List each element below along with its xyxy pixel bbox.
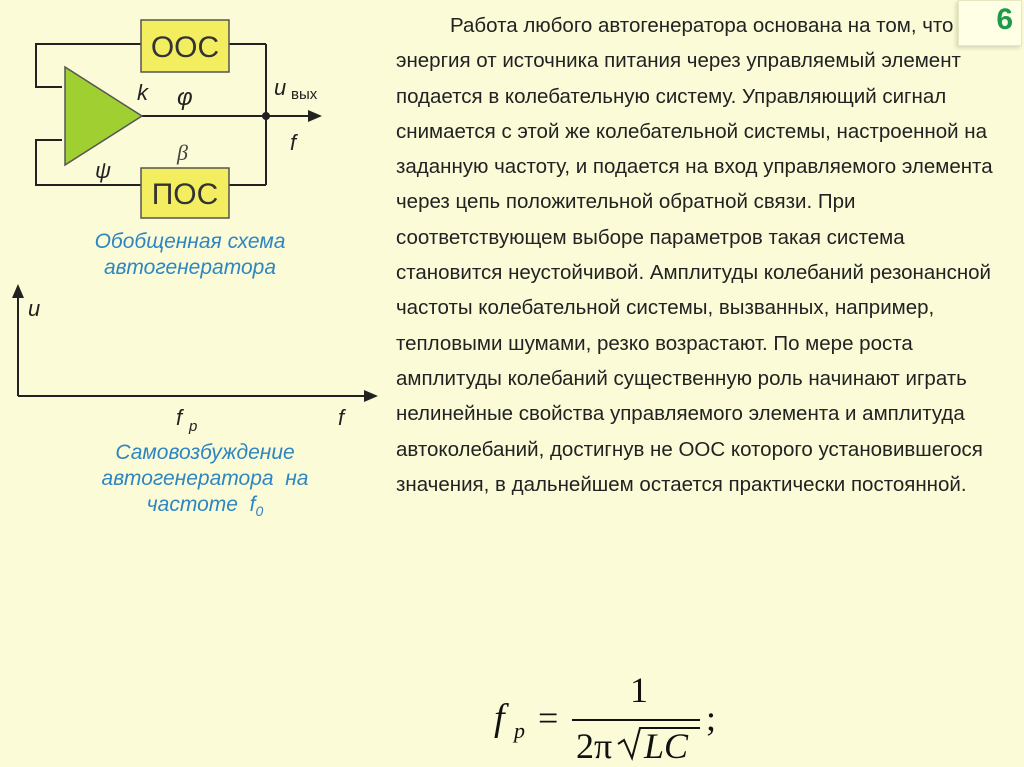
graph-caption — [40, 440, 370, 524]
oos-label: ООС — [150, 31, 220, 64]
oscillator-diagram — [0, 0, 390, 440]
resonance-formula — [488, 668, 738, 764]
graph-fp-label: f — [176, 405, 183, 430]
graph-caption-subscript: 0 — [255, 503, 264, 520]
pos-label: ПОС — [151, 178, 219, 211]
formula-lhs: f — [494, 697, 505, 739]
graph-caption-line1: Самовозбуждение — [115, 441, 295, 464]
u-out-label: u — [274, 75, 287, 100]
graph-caption-line3: частоте $f_0$ — [146, 493, 264, 520]
diagram-caption-line2: автогенератора — [103, 256, 277, 279]
x-axis-arrowhead — [364, 390, 378, 402]
amplifier-triangle — [65, 67, 142, 165]
formula-denominator-prefix: 2π — [576, 726, 613, 764]
formula-lhs-subscript: р — [514, 718, 525, 743]
diagram-caption — [40, 229, 340, 281]
page-number: 6 — [996, 3, 1013, 36]
phi-label: φ — [177, 84, 193, 111]
k-label: k — [137, 80, 148, 105]
u-out-subscript: вых — [291, 86, 318, 103]
graph-axes — [12, 284, 378, 402]
graph-fp-subscript: р — [189, 418, 198, 435]
f-output-label: f — [290, 130, 297, 155]
graph-caption-line2: автогенератора на — [101, 467, 309, 490]
diagram-caption-line1: Обобщенная схема — [94, 230, 286, 253]
body-paragraph: Работа любого автогенератора основана на том, что энергия от источника питания через управляемый элемент подается в колебательную систему. Управляющий сигнал снимается с этой же колебательной системы, настроенной на заданную частоту, и подается на вход управляемого элемента через цепь положительной обратной связи. При соответствующем выборе параметров такая система становится неустойчивой. Амплитуды колебаний резонансной частоты колебательной системы, вызванных, например, тепловыми шумами, резко возрастают. По мере роста амплитуды колебаний существенную роль начинают играть нелинейные свойства управляемого элемента и амплитуда автоколебаний, достигнув не ООС которого установившегося значения, в дальнейшем остается практически постоянной. — [396, 14, 993, 496]
psi-label: ψ — [95, 158, 112, 183]
formula-radicand: LC — [644, 726, 689, 764]
junction-dot — [262, 112, 270, 120]
graph-x-label: f — [338, 405, 345, 430]
formula-terminator: ; — [706, 698, 717, 738]
graph-y-label: u — [28, 296, 41, 321]
formula-numerator: 1 — [630, 670, 648, 710]
formula-equals: = — [538, 698, 559, 738]
y-axis-arrowhead — [12, 284, 24, 298]
beta-label: β — [177, 140, 188, 165]
output-arrowhead — [308, 110, 322, 122]
